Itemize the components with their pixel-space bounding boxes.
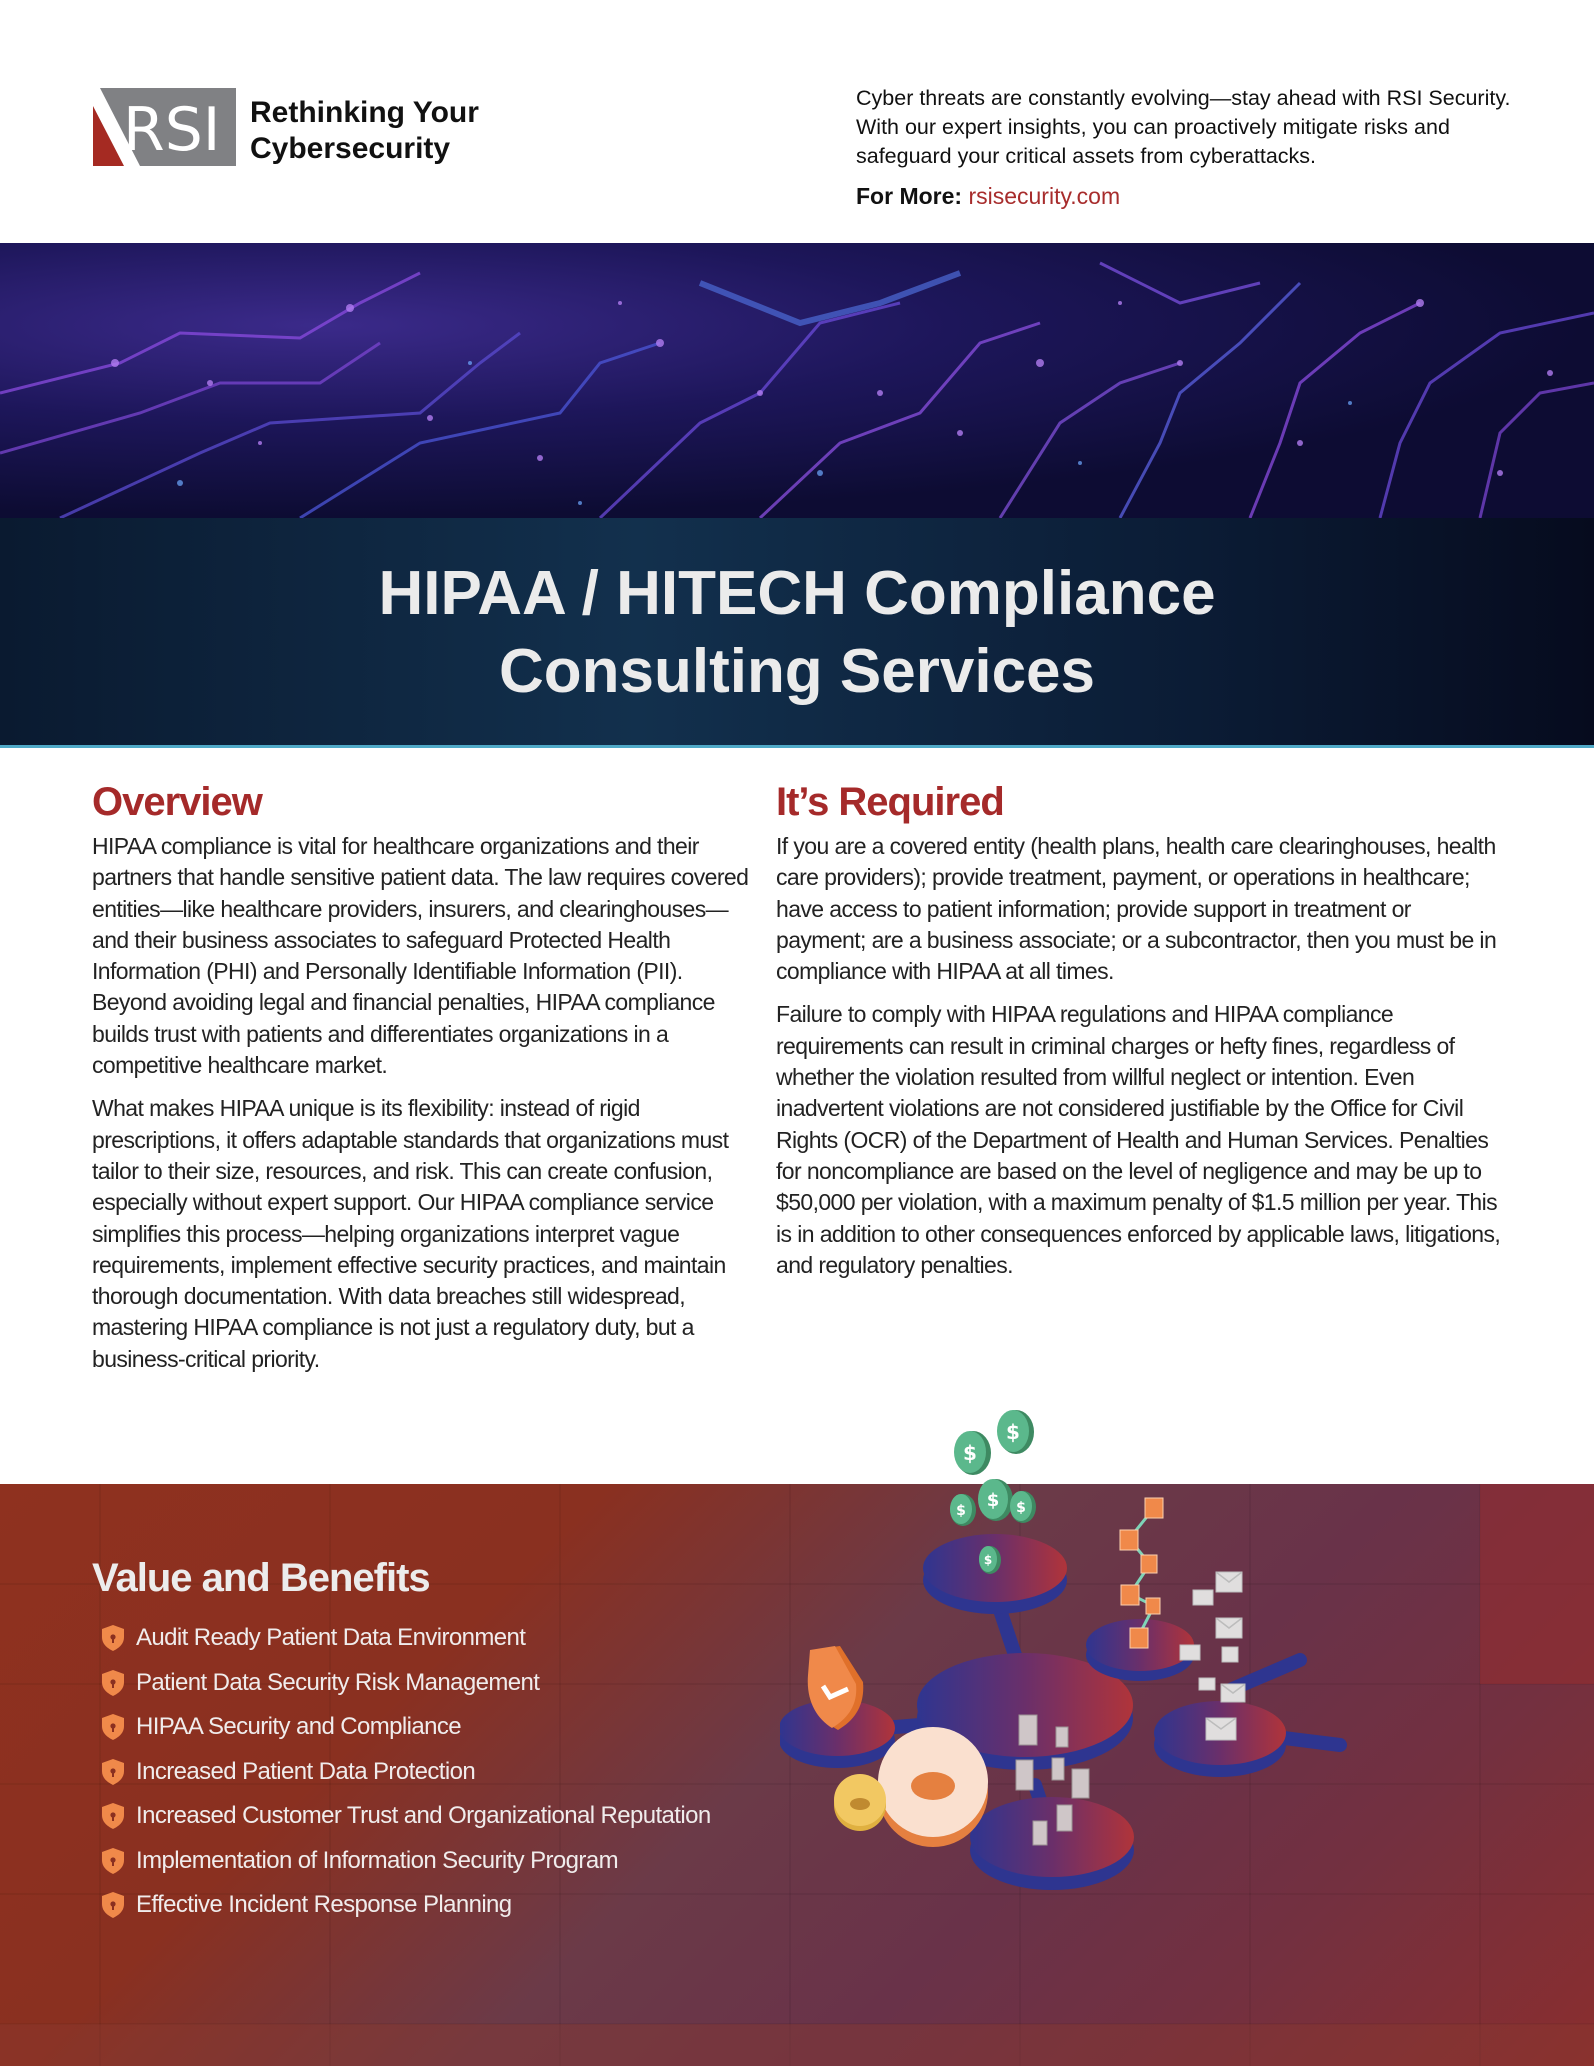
benefit-label: Patient Data Security Risk Management (136, 1668, 540, 1696)
benefit-label: Implementation of Information Security Program (136, 1846, 618, 1874)
benefit-item (102, 1705, 711, 1750)
shield-lock-icon (102, 1625, 124, 1651)
svg-text:$: $ (983, 1553, 993, 1567)
page-header (0, 0, 1594, 243)
shield-lock-icon (102, 1803, 124, 1829)
for-more-label: For More: (856, 183, 963, 209)
tagline-line-1: Rethinking Your (250, 96, 479, 129)
shield-lock-icon (102, 1714, 124, 1740)
overview-paragraph-2: What makes HIPAA unique is its flexibility: instead of rigid prescriptions, it offers adaptable standards that organizations must tailor to their size, resources, and risk. This can create confusion, especially without expert support. Our HIPAA compliance service simplifies this process—helping organizations interpret vague requirements, implement effective security practices, and maintain thorough documentation. With data breaches still widespread, mastering HIPAA compliance is not just a regulatory duty, but a business-critical priority. (92, 1095, 729, 1372)
benefit-label: HIPAA Security and Compliance (136, 1713, 461, 1741)
svg-text:$: $ (963, 1441, 977, 1465)
tagline-line-2: Cybersecurity (250, 132, 451, 165)
benefit-item (102, 1661, 711, 1706)
benefit-item (102, 1616, 711, 1661)
intro-text: Cyber threats are constantly evolving—stay ahead with RSI Security. With our expert insights, you can proactively mitigate risks and safeguard your critical assets from cyberattacks. (856, 86, 1511, 168)
benefit-label: Increased Patient Data Protection (136, 1757, 476, 1785)
benefit-item (102, 1839, 711, 1884)
svg-text:$: $ (1006, 1420, 1020, 1444)
circuit-board-banner-image (0, 243, 1594, 518)
logo-letters: RSI (123, 95, 221, 165)
svg-text:$: $ (956, 1503, 966, 1519)
circuit-traces-graphic (0, 243, 1594, 518)
gear-large-icon (878, 1727, 988, 1847)
benefit-item (102, 1883, 711, 1928)
tagline (250, 95, 479, 167)
shield-lock-icon (102, 1759, 124, 1785)
svg-text:$: $ (1016, 1500, 1026, 1516)
shield-lock-icon (102, 1892, 124, 1918)
gear-small-icon (834, 1774, 886, 1831)
shield-lock-icon (102, 1848, 124, 1874)
value-heading: Value and Benefits (92, 1556, 430, 1600)
network-illustration (780, 1400, 1560, 2040)
page-title-line-1: HIPAA / HITECH Compliance (378, 559, 1216, 628)
required-paragraph-2: Failure to comply with HIPAA regulations and HIPAA compliance requirements can result in criminal charges or hefty fines, regardless of whether the violation resulted from willful neglect or intention. Even inadvertent violations are not considered justifiable by the Office for Civil Rights (OCR) of the Department of Health and Human Services. Penalties for noncompliance are based on the level of negligence and may be up to $50,000 per violation, with a maximum penalty of $1.5 million per year. This is in addition to other consequences enforced by applicable laws, litigations, and regulatory penalties. (776, 1001, 1501, 1278)
overview-paragraph-1: HIPAA compliance is vital for healthcare organizations and their partners that handle sensitive patient data. The law requires covered entities—like healthcare providers, insurers, and clearinghouses—and their business associates to safeguard Protected Health Information (PHI) and Personally Identifiable Information (PII). Beyond avoiding legal and financial penalties, HIPAA compliance builds trust with patients and differentiates organizations in a competitive healthcare market. (92, 833, 749, 1079)
benefit-label: Increased Customer Trust and Organizational Reputation (136, 1802, 711, 1830)
platform-coins (923, 1534, 1067, 1614)
page-title-line-2: Consulting Services (498, 637, 1096, 706)
page-title (0, 555, 1594, 711)
shield-lock-icon (102, 1670, 124, 1696)
required-heading: It’s Required (776, 780, 1004, 824)
required-section (776, 775, 1506, 1281)
benefits-list (102, 1616, 711, 1928)
overview-heading: Overview (92, 780, 262, 824)
svg-text:$: $ (986, 1490, 1000, 1511)
benefit-item (102, 1794, 711, 1839)
benefit-item (102, 1750, 711, 1795)
website-link[interactable]: rsisecurity.com (968, 183, 1121, 209)
rsi-logo (93, 88, 236, 166)
required-paragraph-1: If you are a covered entity (health plans, health care clearinghouses, health care providers); provide treatment, payment, or operations in healthcare; have access to patient information; provide support in treatment or payment; are a business associate; or a subcontractor, then you must be in compliance with HIPAA at all times. (776, 833, 1497, 985)
benefit-label: Audit Ready Patient Data Environment (136, 1624, 526, 1652)
for-more (856, 183, 1120, 210)
platform-docs (970, 1797, 1134, 1890)
benefit-label: Effective Incident Response Planning (136, 1891, 512, 1919)
overview-section (92, 775, 762, 1375)
